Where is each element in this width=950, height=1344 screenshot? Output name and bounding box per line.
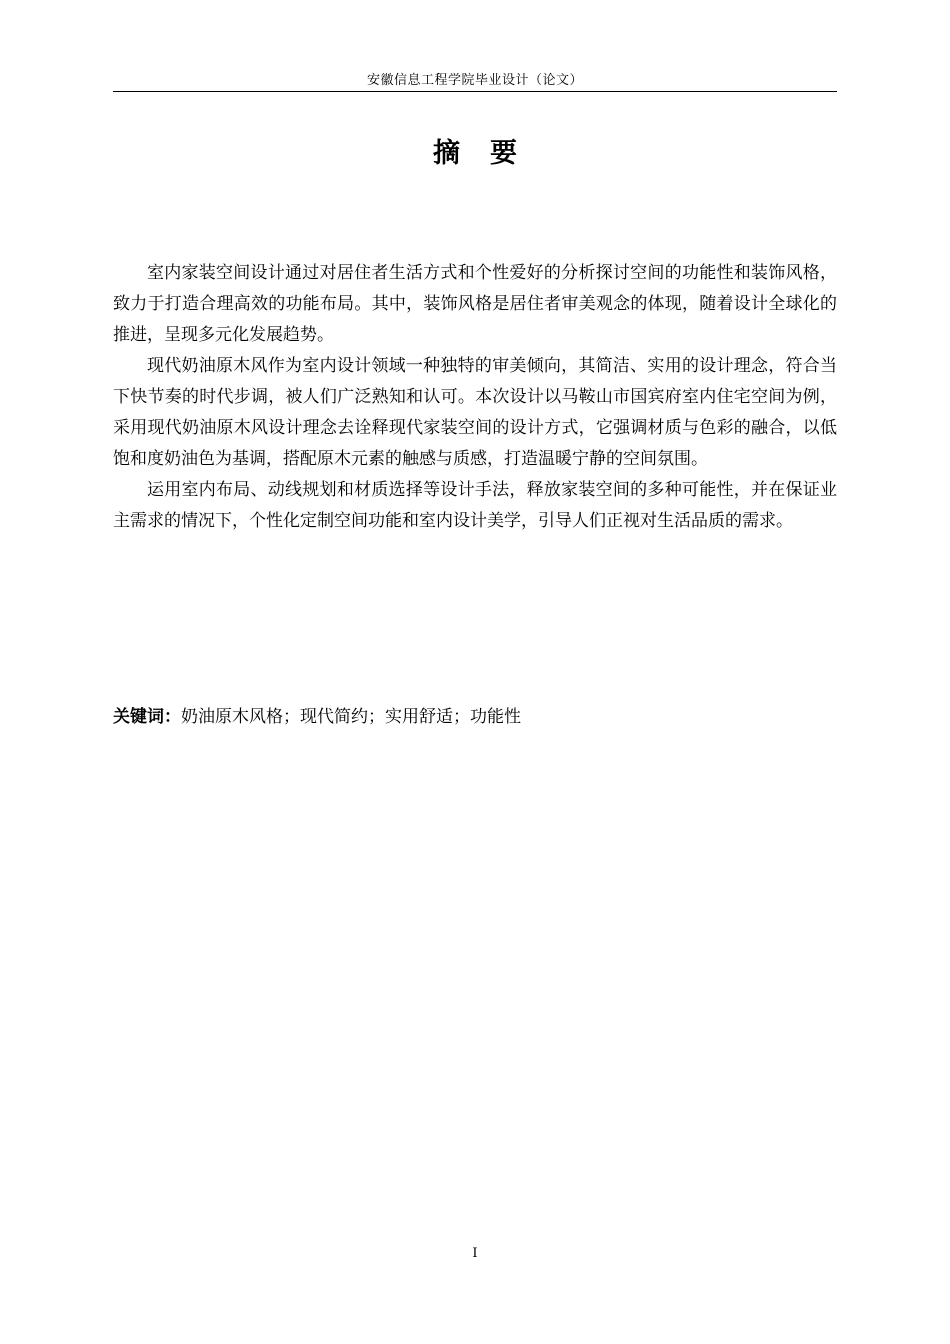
keywords-value: 奶油原木风格；现代简约；实用舒适；功能性 [181, 707, 521, 727]
abstract-paragraph-1: 室内家装空间设计通过对居住者生活方式和个性爱好的分析探讨空间的功能性和装饰风格，致力于打造合理高效的功能布局。其中，装饰风格是居住者审美观念的体现，随着设计全球化的推进，呈现多元化发展趋势。 [113, 263, 837, 345]
page-number: I [472, 1246, 478, 1261]
header-rule [113, 91, 837, 92]
page-title: 摘要 [433, 138, 547, 169]
abstract-paragraph-3: 运用室内布局、动线规划和材质选择等设计手法，释放家装空间的多种可能性，并在保证业主需求的情况下，个性化定制空间功能和室内设计美学，引导人们正视对生活品质的需求。 [113, 480, 837, 531]
running-header: 安徽信息工程学院毕业设计（论文） [366, 73, 583, 88]
abstract-paragraph-2: 现代奶油原木风作为室内设计领域一种独特的审美倾向，其简洁、实用的设计理念，符合当下快节奏的时代步调，被人们广泛熟知和认可。本次设计以马鞍山市国宾府室内住宅空间为例，采用现代奶油原木风设计理念去诠释现代家装空间的设计方式，它强调材质与色彩的融合，以低饱和度奶油色为基调，搭配原木元素的触感与质感，打造温暖宁静的空间氛围。 [113, 356, 837, 469]
abstract-body [113, 258, 837, 537]
keywords-line [113, 702, 837, 733]
keywords-label: 关键词： [113, 707, 181, 727]
